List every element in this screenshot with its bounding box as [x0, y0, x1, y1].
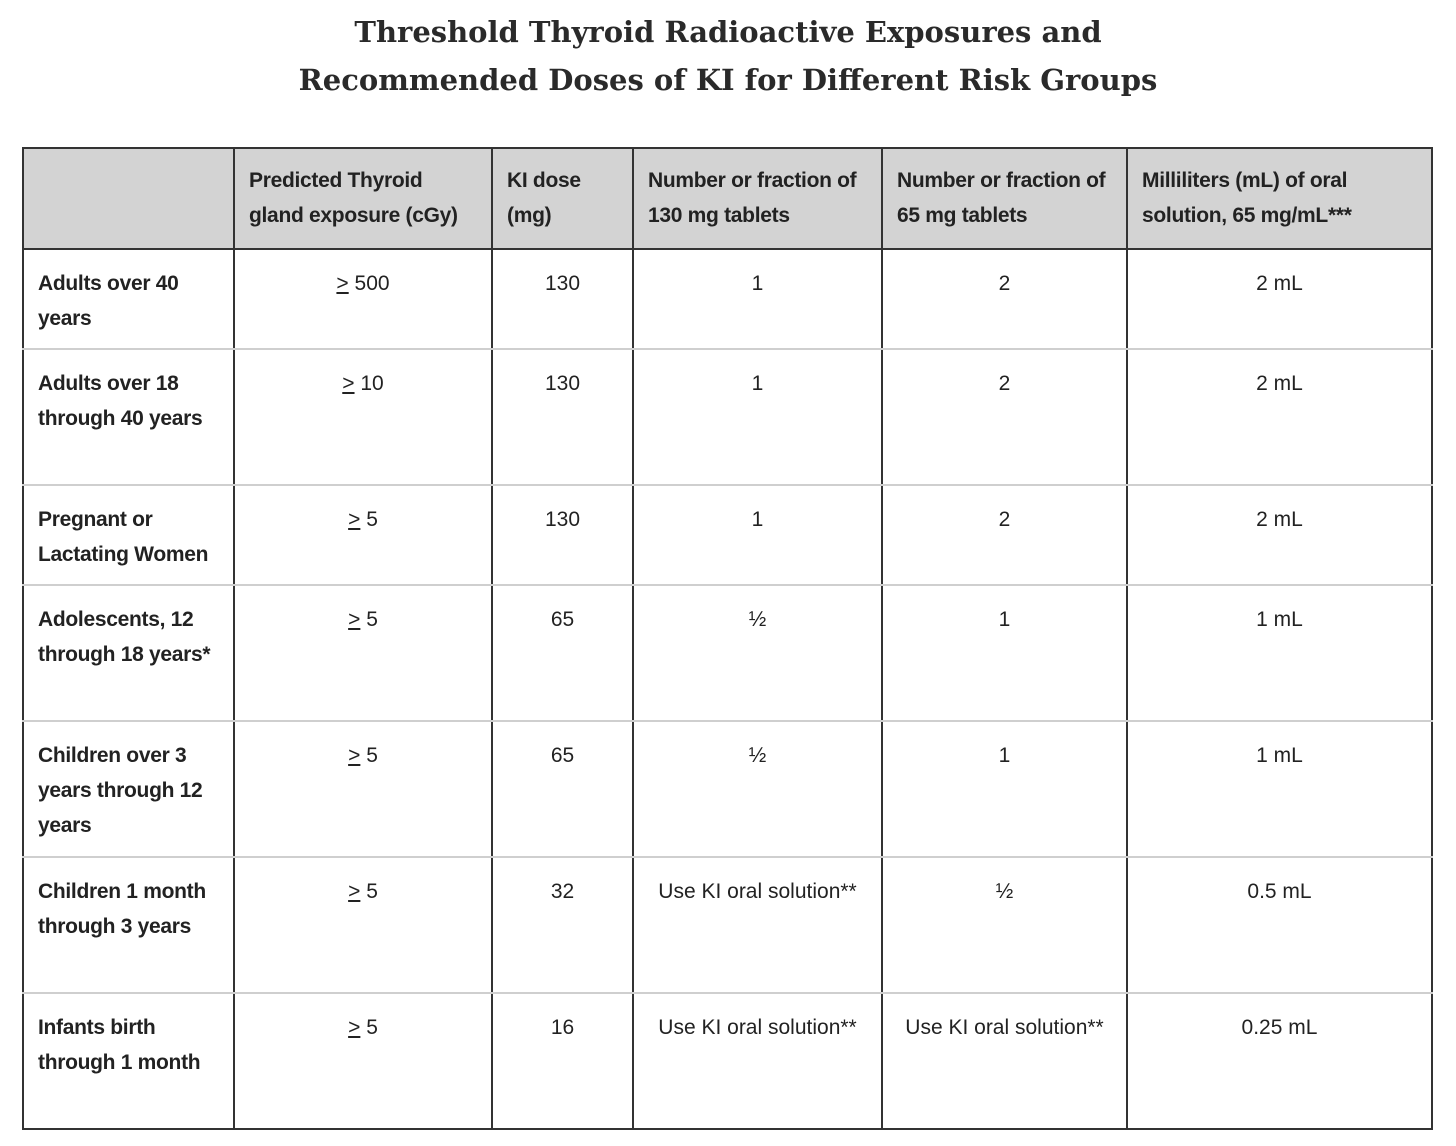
ki-dose-cell: 32	[492, 857, 633, 993]
ki-dose-cell: 130	[492, 485, 633, 585]
tablets-130-cell: Use KI oral solution**	[633, 857, 882, 993]
risk-group-cell: Pregnant or Lactating Women	[23, 485, 234, 585]
exposure-cell	[234, 249, 492, 349]
ki-dose-cell: 65	[492, 721, 633, 857]
greater-equal-symbol: >	[348, 880, 361, 903]
tablets-65-cell: ½	[882, 857, 1127, 993]
ki-dose-cell: 65	[492, 585, 633, 721]
exposure-cell	[234, 485, 492, 585]
risk-group-cell: Children over 3 years through 12 years	[23, 721, 234, 857]
table-row	[23, 249, 1432, 349]
oral-ml-cell: 0.5 mL	[1127, 857, 1432, 993]
oral-ml-cell: 2 mL	[1127, 485, 1432, 585]
title-line-1: Threshold Thyroid Radioactive Exposures and	[354, 15, 1102, 49]
table-row	[23, 721, 1432, 857]
tablets-65-cell: 1	[882, 721, 1127, 857]
greater-equal-symbol: >	[348, 744, 361, 767]
ki-dose-cell: 130	[492, 249, 633, 349]
oral-ml-cell: 2 mL	[1127, 249, 1432, 349]
exposure-value: 5	[360, 608, 378, 631]
greater-equal-symbol: >	[348, 1016, 361, 1039]
greater-equal-symbol: >	[342, 372, 355, 395]
tablets-65-cell: 1	[882, 585, 1127, 721]
oral-ml-cell: 0.25 mL	[1127, 993, 1432, 1129]
exposure-value: 5	[360, 880, 378, 903]
tablets-65-cell: 2	[882, 349, 1127, 485]
header-130mg-tablets: Number or fraction of 130 mg tablets	[633, 148, 882, 249]
oral-ml-cell: 2 mL	[1127, 349, 1432, 485]
oral-ml-cell: 1 mL	[1127, 585, 1432, 721]
exposure-value: 500	[348, 272, 390, 295]
exposure-cell	[234, 585, 492, 721]
risk-group-cell: Adults over 40 years	[23, 249, 234, 349]
header-risk-group	[23, 148, 234, 249]
tablets-130-cell: 1	[633, 485, 882, 585]
header-65mg-tablets: Number or fraction of 65 mg tablets	[882, 148, 1127, 249]
exposure-cell	[234, 721, 492, 857]
greater-equal-symbol: >	[336, 272, 349, 295]
table-row	[23, 857, 1432, 993]
tablets-130-cell: 1	[633, 349, 882, 485]
ki-dose-table	[22, 147, 1433, 1130]
header-ki-dose: KI dose (mg)	[492, 148, 633, 249]
tablets-65-cell: 2	[882, 485, 1127, 585]
header-oral-solution-ml: Milliliters (mL) of oral solution, 65 mg/mL***	[1127, 148, 1432, 249]
exposure-cell	[234, 993, 492, 1129]
risk-group-cell: Children 1 month through 3 years	[23, 857, 234, 993]
tablets-130-cell: ½	[633, 721, 882, 857]
exposure-value: 5	[360, 508, 378, 531]
risk-group-cell: Adults over 18 through 40 years	[23, 349, 234, 485]
oral-ml-cell: 1 mL	[1127, 721, 1432, 857]
table-row	[23, 585, 1432, 721]
exposure-value: 5	[360, 744, 378, 767]
table-row	[23, 349, 1432, 485]
table-row	[23, 993, 1432, 1129]
exposure-cell	[234, 857, 492, 993]
page-title	[0, 8, 1456, 104]
ki-dose-cell: 16	[492, 993, 633, 1129]
tablets-65-cell: 2	[882, 249, 1127, 349]
tablets-65-cell: Use KI oral solution**	[882, 993, 1127, 1129]
tablets-130-cell: ½	[633, 585, 882, 721]
ki-dose-cell: 130	[492, 349, 633, 485]
exposure-cell	[234, 349, 492, 485]
risk-group-cell: Infants birth through 1 month	[23, 993, 234, 1129]
exposure-value: 10	[354, 372, 384, 395]
table-header-row	[23, 148, 1432, 249]
table-row	[23, 485, 1432, 585]
exposure-value: 5	[360, 1016, 378, 1039]
tablets-130-cell: 1	[633, 249, 882, 349]
greater-equal-symbol: >	[348, 608, 361, 631]
header-thyroid-exposure: Predicted Thyroid gland exposure (cGy)	[234, 148, 492, 249]
tablets-130-cell: Use KI oral solution**	[633, 993, 882, 1129]
greater-equal-symbol: >	[348, 508, 361, 531]
title-line-2: Recommended Doses of KI for Different Risk Groups	[298, 63, 1158, 97]
risk-group-cell: Adolescents, 12 through 18 years*	[23, 585, 234, 721]
